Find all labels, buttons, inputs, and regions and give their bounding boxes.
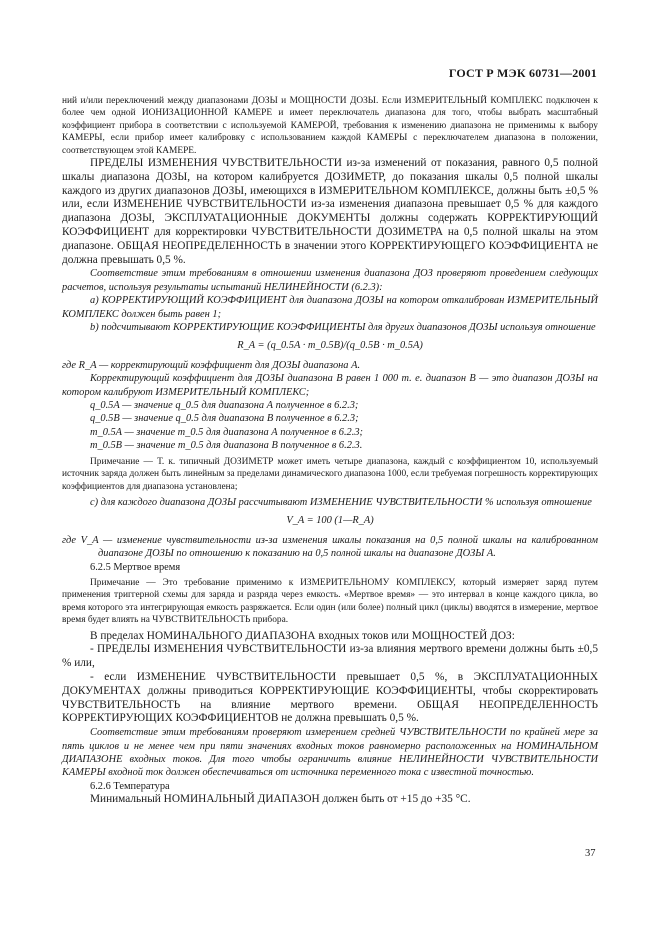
bullet-correction: - если ИЗМЕНЕНИЕ ЧУВСТВИТЕЛЬНОСТИ превышает 0,5 %, в ЭКСПЛУАТАЦИОННЫХ ДОКУМЕНТАХ должны приводиться КОРРЕКТИРУЮЩИЕ КОЭФФИЦИЕНТЫ, чтобы скорректировать ЧУВСТВИТЕЛЬНОСТЬ на влияние мертвого времени. ОБЩАЯ НЕОПРЕДЕЛЕННОСТЬ КОРРЕКТИРУЮЩИХ КОЭФФИЦИЕНТОВ не должна превышать 0,5 %. bbox=[62, 670, 598, 725]
formula-correction-factor: R_A = (q_0.5A · m_0.5B)/(q_0.5B · m_0.5A) bbox=[237, 340, 423, 352]
formula-sensitivity-change: V_A = 100 (1—R_A) bbox=[286, 515, 374, 527]
paragraph-dead-time-check: Соответствие этим требованиям проверяют измерением средней ЧУВСТВИТЕЛЬНОСТИ по крайней мере за пять циклов и не менее чем при пяти значениях входных токов равномерно расположенных на НОМИНАЛЬНОМ ДИАПАЗОНЕ входных токов. Для того чтобы ограничить влияние НЕЛИНЕЙНОСТИ ЧУВСТВИТЕЛЬНОСТИ КАМЕРЫ входной ток должен обеспечиваться от источника переменного тока с известной точностью. bbox=[62, 727, 598, 779]
document-header: ГОСТ Р МЭК 60731—2001 bbox=[448, 66, 597, 80]
paragraph-sensitivity-limits: ПРЕДЕЛЫ ИЗМЕНЕНИЯ ЧУВСТВИТЕЛЬНОСТИ из-за изменений от показания, равного 0,5 полной шкалы диапазона ДОЗЫ, на котором калибруется ДОЗИМЕТР, до показания шкалы 0,5 полной шкалы каждого из других диапазонов ДОЗЫ, имеющихся в ИЗМЕРИТЕЛЬНОМ КОМПЛЕКСЕ, должны быть ±0,5 % или, если ИЗМЕНЕНИЕ ЧУВСТВИТЕЛЬНОСТИ из-за изменения диапазона превышает 0,5 % для каждого диапазона ДОЗЫ, ЭКСПЛУАТАЦИОННЫЕ ДОКУМЕНТЫ должны содержать КОРРЕКТИРУЮЩИЙ КОЭФФИЦИЕНТ для корректировки ЧУВСТВИТЕЛЬНОСТИ ДОЗИМЕТРА на 0,5 полной шкалы на этом диапазоне. ОБЩАЯ НЕОПРЕДЕЛЕННОСТЬ в значении этого КОРРЕКТИРУЮЩЕГО КОЭФФИЦИЕНТА не должна превышать 0,5 %. bbox=[62, 157, 598, 266]
paragraph-range-switching: ний и/или переключений между диапазонами ДОЗЫ и МОЩНОСТИ ДОЗЫ. Если ИЗМЕРИТЕЛЬНЫЙ КОМПЛЕКС подключен к более чем одной ИОНИЗАЦИОННОЙ КАМЕРЕ и имеет переключатель диапазона для того, чтобы выбрать масштабный коэффициент прибора в соответствии с используемой КАМЕРОЙ, требования к изменению диапазона не применимы к выбору КАМЕРЫ, если прибор имеет калибровку с использованием каждой КАМЕРЫ с переключателем диапазона в положении, соответствующем этой КАМЕРЕ. bbox=[62, 96, 598, 156]
section-heading-dead-time: 6.2.5 Мертвое время bbox=[90, 561, 181, 573]
section-heading-temperature: 6.2.6 Температура bbox=[90, 780, 170, 792]
paragraph-range-b-factor: Корректирующий коэффициент для ДОЗЫ диапазона В равен 1 000 т. е. диапазон В — это диапазон ДОЗЫ на котором калибруют ИЗМЕРИТЕЛЬНЫЙ КОМПЛЕКС; bbox=[62, 373, 598, 398]
legend-m-a: m_0.5A — значение m_0.5 для диапазона А полученное в 6.2.3; bbox=[90, 426, 363, 438]
bullet-limits: - ПРЕДЕЛЫ ИЗМЕНЕНИЯ ЧУВСТВИТЕЛЬНОСТИ из-за влияния мертвого времени должны быть ±0,5 % или, bbox=[62, 643, 598, 670]
paragraph-compliance-check: Соответствие этим требованиям в отношении изменения диапазона ДОЗ проверяют проведением следующих расчетов, используя результаты испытаний НЕЛИНЕЙНОСТИ (6.2.3): bbox=[62, 268, 598, 293]
legend-q-a: q_0.5A — значение q_0.5 для диапазона А полученное в 6.2.3; bbox=[90, 400, 359, 412]
legend-m-b: m_0.5B — значение m_0.5 для диапазона В полученное в 6.2.3. bbox=[90, 440, 363, 452]
legend-q-b: q_0.5B — значение q_0.5 для диапазона В полученное в 6.2.3; bbox=[90, 413, 359, 425]
formula-legend-ra: где R_A — корректирующий коэффициент для ДОЗЫ диапазона А. bbox=[62, 359, 361, 371]
note-dead-time: Примечание — Это требование применимо к ИЗМЕРИТЕЛЬНОМУ КОМПЛЕКСУ, который измеряет заряд путем применения триггерной схемы для заряда и разряда через емкость. «Мертвое время» — это интервал в конце каждого цикла, во время которого эта интегрирующая емкость разряжается. Если один (или более) полный цикл (циклы) вводятся в измерение, мертвое время будет влиять на ЧУВСТВИТЕЛЬНОСТЬ прибора. bbox=[62, 577, 598, 626]
list-item-b: b) подсчитывают КОРРЕКТИРУЮЩИЕ КОЭФФИЦИЕНТЫ для других диапазонов ДОЗЫ используя отношение bbox=[90, 322, 596, 334]
list-item-a: а) КОРРЕКТИРУЮЩИЙ КОЭФФИЦИЕНТ для диапазона ДОЗЫ на котором откалиброван ИЗМЕРИТЕЛЬНЫЙ КОМПЛЕКС должен быть равен 1; bbox=[62, 295, 598, 320]
paragraph-temperature-range: Минимальный НОМИНАЛЬНЫЙ ДИАПАЗОН должен быть от +15 до +35 °С. bbox=[90, 793, 471, 806]
paragraph-nominal-range: В пределах НОМИНАЛЬНОГО ДИАПАЗОНА входных токов или МОЩНОСТЕЙ ДОЗ: bbox=[90, 629, 515, 642]
formula-legend-va: где V_A — изменение чувствительности из-за изменения шкалы показания на 0,5 полной шкалы на калиброванном диапазоне ДОЗЫ по отношению к показанию на 0,5 полной шкалы на диапазоне ДОЗЫ А. bbox=[62, 534, 598, 560]
list-item-c: с) для каждого диапазона ДОЗЫ рассчитывают ИЗМЕНЕНИЕ ЧУВСТВИТЕЛЬНОСТИ % используя отношение bbox=[90, 496, 592, 508]
note-four-ranges: Примечание — Т. к. типичный ДОЗИМЕТР может иметь четыре диапазона, каждый с коэффициентом 10, используемый источник заряда должен быть линейным за пределами динамического диапазона 1000, если требуемая погрешность корректирующих коэффициентов для диапазона установлена; bbox=[62, 456, 598, 492]
page-number: 37 bbox=[585, 848, 596, 859]
document-body bbox=[62, 95, 598, 807]
